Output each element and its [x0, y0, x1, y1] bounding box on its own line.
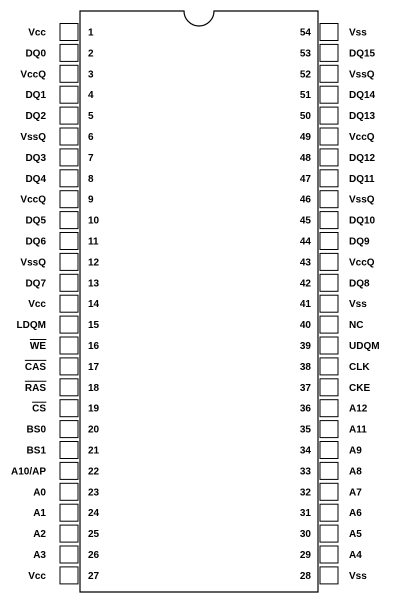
pin-lead: [60, 212, 78, 229]
pin-number: 15: [88, 320, 100, 332]
pin-lead: [60, 128, 78, 145]
pin-number: 17: [88, 361, 100, 373]
pin-name: DQ11: [349, 173, 375, 185]
pin-number: 11: [88, 236, 99, 248]
pin-lead: [320, 400, 338, 417]
pin-name: A9: [349, 445, 362, 457]
pin-lead: [60, 274, 78, 291]
pin-lead: [320, 191, 338, 208]
pin-name: VccQ: [349, 132, 375, 143]
pin-name: DQ14: [349, 90, 376, 102]
pin-lead: [60, 442, 78, 459]
pin-name: A3: [33, 550, 46, 561]
pin-name: A2: [33, 529, 46, 541]
pin-name: A5: [349, 529, 362, 541]
pin-number: 30: [299, 529, 311, 541]
pin-name: UDQM: [349, 341, 380, 352]
pin-lead: [60, 504, 78, 521]
pin-lead: [60, 107, 78, 124]
pin-number: 43: [299, 257, 311, 269]
pin-number: 52: [299, 69, 311, 81]
pin-lead: [320, 525, 338, 542]
pin-lead: [320, 295, 338, 312]
pin-number: 14: [88, 299, 100, 311]
pin-number: 37: [299, 382, 311, 394]
pin-number: 22: [88, 466, 100, 478]
pin-lead: [320, 274, 338, 291]
pin-number: 6: [88, 132, 94, 143]
pin-name: Vcc: [28, 570, 46, 582]
pin-lead: [320, 504, 338, 521]
pin-name: DQ8: [349, 278, 370, 290]
pin-name: A1: [33, 508, 46, 520]
pin-number: 8: [88, 173, 94, 185]
pin-lead: [320, 379, 338, 396]
pin-lead: [320, 358, 338, 375]
pin-lead: [60, 295, 78, 312]
pin-lead: [60, 253, 78, 270]
pin-lead: [320, 44, 338, 61]
pin-name: A11: [349, 424, 367, 436]
pin-number: 48: [299, 152, 311, 164]
pin-name: DQ3: [25, 152, 46, 164]
pin-lead: [60, 462, 78, 479]
pin-name: DQ13: [349, 111, 376, 123]
pin-name: VssQ: [349, 194, 375, 206]
pin-number: 50: [299, 111, 311, 123]
pin-number: 33: [299, 466, 311, 478]
pin-name: VccQ: [20, 69, 46, 81]
pin-name: DQ12: [349, 152, 376, 164]
pin-name: DQ15: [349, 48, 376, 60]
pin-name: DQ10: [349, 215, 376, 227]
pin-lead: [320, 337, 338, 354]
pin-name: DQ7: [25, 278, 46, 290]
pin-number: 28: [299, 570, 311, 582]
pin-lead: [320, 421, 338, 438]
pin-lead: [320, 128, 338, 145]
pin-number: 46: [299, 194, 311, 206]
pin-lead: [60, 65, 78, 82]
pin-name: DQ6: [25, 236, 46, 248]
pin-lead: [320, 86, 338, 103]
pin-name: Vss: [349, 570, 367, 582]
pin-number: 10: [88, 215, 100, 227]
pin-name: RAS: [24, 382, 46, 394]
pin-number: 40: [299, 320, 311, 332]
pin-lead: [60, 86, 78, 103]
pin-lead: [320, 316, 338, 333]
pin-name: VssQ: [349, 69, 375, 81]
pin-lead: [60, 233, 78, 250]
pin-lead: [60, 400, 78, 417]
pin-number: 9: [88, 194, 94, 206]
pin-name: CS: [32, 403, 46, 415]
pin-lead: [60, 567, 78, 584]
pin-name: A4: [349, 550, 362, 561]
pin-number: 44: [299, 236, 311, 248]
pin-lead: [60, 44, 78, 61]
pin-lead: [320, 233, 338, 250]
pin-name: DQ9: [349, 236, 370, 248]
pin-lead: [320, 107, 338, 124]
pin-name: A0: [33, 487, 46, 499]
pin-number: 13: [88, 278, 100, 290]
pin-number: 23: [88, 487, 100, 499]
pin-name: DQ0: [25, 48, 46, 60]
pin-number: 38: [299, 361, 311, 373]
pin-lead: [60, 24, 78, 41]
pin-lead: [60, 525, 78, 542]
pin-number: 31: [299, 508, 311, 520]
pin-lead: [320, 24, 338, 41]
pin-lead: [320, 253, 338, 270]
pin-lead: [60, 379, 78, 396]
pin-number: 45: [299, 215, 311, 227]
chip-body: [80, 11, 318, 592]
pin-number: 26: [88, 550, 100, 561]
pin-name: VssQ: [20, 257, 46, 269]
pin-number: 12: [88, 257, 100, 269]
pin-lead: [320, 65, 338, 82]
pin-name: A10/AP: [10, 466, 46, 478]
pin-lead: [320, 442, 338, 459]
pin-number: 42: [299, 278, 311, 290]
pin-name: CKE: [349, 382, 371, 394]
pin-lead: [320, 212, 338, 229]
pin-number: 47: [299, 173, 311, 185]
pin-name: DQ5: [25, 215, 46, 227]
pin-name: CAS: [24, 361, 46, 373]
pin-name: VssQ: [20, 132, 46, 143]
pin-name: LDQM: [16, 320, 46, 332]
pin-number: 36: [299, 403, 311, 415]
pin-number: 29: [299, 550, 311, 561]
pin-name: Vss: [349, 299, 367, 311]
pin-number: 20: [88, 424, 100, 436]
pin-lead: [60, 546, 78, 563]
pin-number: 21: [88, 445, 100, 457]
pin-name: DQ1: [25, 90, 46, 102]
pin-number: 34: [299, 445, 311, 457]
pin-number: 3: [88, 69, 94, 81]
pin-lead: [60, 149, 78, 166]
pin-lead: [60, 358, 78, 375]
pin-number: 51: [299, 90, 311, 102]
pin-name: VccQ: [20, 194, 46, 206]
pin-name: BS1: [26, 445, 46, 457]
pin-name: DQ2: [25, 111, 46, 123]
pin-lead: [320, 462, 338, 479]
pin-number: 18: [88, 382, 100, 394]
pin-number: 24: [88, 508, 100, 520]
pin-name: WE: [29, 341, 46, 352]
pin-number: 25: [88, 529, 100, 541]
pin-lead: [60, 191, 78, 208]
pin-lead: [60, 170, 78, 187]
pin-lead: [320, 546, 338, 563]
pin-name: CLK: [349, 361, 370, 373]
pin-name: Vcc: [28, 27, 46, 39]
pin-lead: [320, 567, 338, 584]
pin-lead: [60, 421, 78, 438]
pin-number: 41: [299, 299, 311, 311]
pin-number: 1: [88, 27, 94, 39]
pin-lead: [320, 483, 338, 500]
pin-name: BS0: [26, 424, 46, 436]
pin-name: Vss: [349, 27, 367, 39]
pin-number: 54: [299, 27, 311, 39]
pin-name: A7: [349, 487, 362, 499]
pin-number: 35: [299, 424, 311, 436]
pin-name: Vcc: [28, 299, 46, 311]
pin-number: 16: [88, 341, 100, 352]
pin-number: 39: [299, 341, 311, 352]
pin-number: 49: [299, 132, 311, 143]
pin-lead: [320, 149, 338, 166]
pin-number: 4: [88, 90, 94, 102]
pin-number: 5: [88, 111, 94, 123]
pin-name: A12: [349, 403, 368, 415]
pin-name: DQ4: [25, 173, 46, 185]
pin-number: 19: [88, 403, 100, 415]
pin-number: 32: [299, 487, 311, 499]
pin-number: 7: [88, 152, 94, 164]
pin-name: A6: [349, 508, 362, 520]
pin-name: A8: [349, 466, 362, 478]
pin-number: 27: [88, 570, 100, 582]
pin-number: 2: [88, 48, 94, 60]
pin-lead: [320, 170, 338, 187]
pin-number: 53: [299, 48, 311, 60]
pin-lead: [60, 337, 78, 354]
pin-lead: [60, 316, 78, 333]
pin-name: NC: [349, 320, 364, 332]
pin-name: VccQ: [349, 257, 375, 269]
pin-lead: [60, 483, 78, 500]
